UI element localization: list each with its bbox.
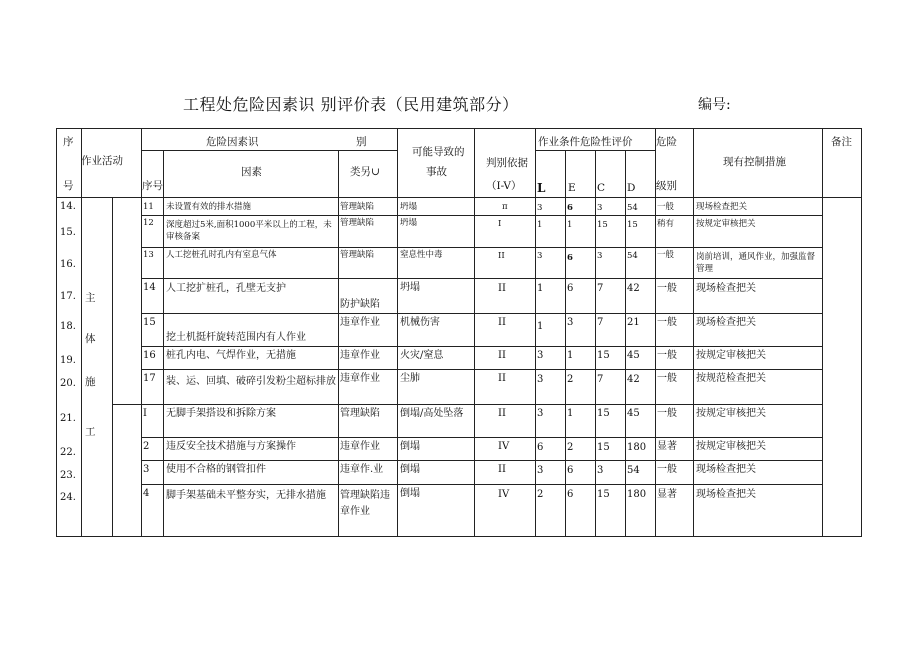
header-remark: 备注 xyxy=(831,136,852,148)
row-c: 7 xyxy=(597,317,604,328)
row-basis: II xyxy=(498,408,506,419)
header-category: 类另∪ xyxy=(350,166,380,178)
group-divider xyxy=(112,404,822,405)
row-d: 54 xyxy=(627,465,640,476)
page-title: 工程处危险因素识 别评价表（民用建筑部分） xyxy=(183,95,519,114)
row-l: 6 xyxy=(537,442,544,453)
row-level: 一般 xyxy=(657,350,677,361)
row-c: 15 xyxy=(597,489,610,500)
row-e: 6 xyxy=(567,203,573,213)
row-c: 15 xyxy=(597,442,610,453)
row-d: 42 xyxy=(627,283,640,294)
row-c: 7 xyxy=(597,374,604,385)
row-control: 按规定审核把关 xyxy=(696,408,766,419)
row-d: 15 xyxy=(627,220,638,230)
row-l: 3 xyxy=(537,350,544,361)
header-activity: 作业活动 xyxy=(81,155,123,167)
row-control: 按规定审核把关 xyxy=(696,350,766,361)
header-col-d: D xyxy=(627,182,636,194)
row-factor: 无脚手架搭设和拆除方案 xyxy=(166,408,276,419)
row-category: 违章作业 xyxy=(340,441,380,452)
header-col-l: L xyxy=(537,181,546,195)
row-basis: II xyxy=(498,251,505,261)
row-basis: II xyxy=(498,283,506,294)
header-sub-seq: 序号 xyxy=(142,180,163,192)
row-line xyxy=(141,437,822,438)
header-accident: 事故 xyxy=(426,166,447,178)
col-line xyxy=(565,150,566,537)
row-accident: 坍塌 xyxy=(400,202,418,212)
row-basis: IV xyxy=(498,489,510,500)
row-accident: 窒息性中毒 xyxy=(400,250,443,260)
row-factor: 使用不合格的钢管扣件 xyxy=(166,464,266,475)
row-control: 现场检查把关 xyxy=(696,317,756,328)
row-e: 2 xyxy=(567,442,574,453)
row-level: 一般 xyxy=(657,283,677,294)
row-level: 显著 xyxy=(657,441,677,452)
row-c: 15 xyxy=(597,408,610,419)
row-level: 一般 xyxy=(657,408,677,419)
table-border-bottom xyxy=(56,536,862,537)
row-seq: 19. xyxy=(60,355,76,366)
row-l: 2 xyxy=(537,489,544,500)
row-l: 3 xyxy=(537,251,543,261)
row-category: 违章作.业 xyxy=(340,464,384,475)
row-seq: 20. xyxy=(60,378,76,389)
row-no: 15 xyxy=(143,317,156,328)
row-no: 17 xyxy=(143,373,156,384)
row-line xyxy=(141,346,822,347)
row-accident: 倒塌 xyxy=(400,464,420,475)
row-no: 16 xyxy=(143,350,156,361)
row-e: 3 xyxy=(567,317,574,328)
row-e: 1 xyxy=(567,220,573,230)
row-accident: 火灾/窒息 xyxy=(400,350,444,361)
row-e: 6 xyxy=(567,489,574,500)
row-control: 现场检查把关 xyxy=(696,464,756,475)
row-seq: 15. xyxy=(60,227,76,238)
row-l: 3 xyxy=(537,465,544,476)
row-c: 7 xyxy=(597,283,604,294)
row-no: 14 xyxy=(143,282,156,293)
row-no: 13 xyxy=(143,250,154,260)
row-e: 6 xyxy=(567,465,574,476)
header-hazard-group: 危险因素识 xyxy=(206,136,259,148)
row-line xyxy=(141,460,822,461)
row-d: 45 xyxy=(627,350,640,361)
row-category: 管理缺陷 xyxy=(340,250,375,260)
row-control: 现场检查把关 xyxy=(696,489,756,500)
row-category: 违章作业 xyxy=(340,350,380,361)
row-no: 3 xyxy=(143,464,150,475)
row-accident: 机械伤害 xyxy=(400,317,440,328)
row-c: 15 xyxy=(597,350,610,361)
row-no: 4 xyxy=(143,488,150,499)
row-l: 1 xyxy=(537,283,544,294)
header-divider-hazard xyxy=(141,150,397,151)
row-level: 一般 xyxy=(657,373,677,384)
row-e: 1 xyxy=(567,408,574,419)
row-line xyxy=(141,369,822,370)
row-l: 1 xyxy=(537,220,543,230)
activity-char: 工 xyxy=(85,426,96,438)
row-line xyxy=(141,278,822,279)
header-risk-level: 危险 xyxy=(656,136,677,148)
row-basis: π xyxy=(502,202,508,212)
row-l: 3 xyxy=(537,203,543,213)
row-c: 3 xyxy=(597,251,603,261)
activity-char: 主 xyxy=(85,292,96,304)
col-line xyxy=(595,150,596,537)
col-line xyxy=(535,128,536,537)
row-l: 3 xyxy=(537,374,544,385)
table-border-left xyxy=(56,128,57,537)
row-basis: II xyxy=(498,464,506,475)
row-d: 45 xyxy=(627,408,640,419)
row-seq: 16. xyxy=(60,259,76,270)
row-d: 42 xyxy=(627,374,640,385)
row-level: 显著 xyxy=(657,489,677,500)
row-l: 1 xyxy=(537,321,544,332)
row-basis: IV xyxy=(498,441,510,452)
header-accident: 可能导致的 xyxy=(412,146,465,158)
row-seq: 18. xyxy=(60,321,76,332)
row-control: 按规范检查把关 xyxy=(696,373,766,384)
row-accident: 尘肺 xyxy=(400,373,420,384)
row-level: 一般 xyxy=(657,250,675,260)
row-c: 3 xyxy=(597,465,604,476)
row-factor: 违反安全技术措施与方案操作 xyxy=(166,441,296,452)
row-category: 防护缺陷 xyxy=(340,299,380,310)
row-line xyxy=(141,313,822,314)
row-d: 180 xyxy=(627,442,647,453)
row-accident: 坍塌 xyxy=(400,282,420,293)
row-no: 12 xyxy=(143,218,154,228)
row-seq: 17. xyxy=(60,291,76,302)
row-d: 54 xyxy=(627,251,638,261)
col-line xyxy=(693,128,694,537)
row-factor: 深度超过5米,面积1000平米以上的工程，未审核备案 xyxy=(166,220,332,242)
row-category: 管理缺陷 xyxy=(340,408,380,419)
header-factor: 因素 xyxy=(241,166,262,178)
activity-char: 施 xyxy=(85,376,96,388)
row-no: 2 xyxy=(143,441,150,452)
header-divider-bottom xyxy=(56,197,862,198)
header-col-e: E xyxy=(568,182,576,194)
row-control: 按规定审核把关 xyxy=(696,219,756,229)
col-line xyxy=(474,128,475,537)
row-line xyxy=(141,247,822,248)
header-condition-group: 作业条件危险性评价 xyxy=(538,136,633,148)
header-hazard-group: 别 xyxy=(356,136,367,148)
row-seq: 14. xyxy=(60,201,76,212)
row-d: 21 xyxy=(627,317,640,328)
row-e: 1 xyxy=(567,350,574,361)
row-l: 3 xyxy=(537,408,544,419)
col-line xyxy=(822,128,823,537)
row-level: 稍有 xyxy=(657,219,675,229)
row-no: I xyxy=(143,408,147,419)
header-col-c: C xyxy=(597,182,606,194)
row-factor: 桩孔内电、气焊作业，无措施 xyxy=(166,350,296,361)
row-factor: 装、运、回填、破碎引发粉尘超标排放 xyxy=(166,376,336,387)
row-seq: 22. xyxy=(60,447,76,458)
table-border-top xyxy=(56,128,862,129)
row-d: 54 xyxy=(627,203,638,213)
document-number-label: 编号: xyxy=(698,97,731,113)
row-control: 现场检查把关 xyxy=(696,283,756,294)
row-category: 管理缺陷 xyxy=(340,202,375,212)
row-e: 6 xyxy=(567,253,573,263)
col-line xyxy=(338,150,339,537)
activity-char: 体 xyxy=(85,333,96,345)
row-factor: 人工挖桩孔时孔内有室息气体 xyxy=(166,250,277,260)
header-basis: （I-V） xyxy=(486,180,522,192)
col-line xyxy=(81,128,82,537)
row-d: 180 xyxy=(627,489,647,500)
row-level: 一般 xyxy=(657,464,677,475)
row-accident: 倒塌/高处坠落 xyxy=(400,408,464,419)
header-risk-level: 级别 xyxy=(656,180,677,192)
row-control: 现场检查把关 xyxy=(696,202,748,212)
row-factor: 人工挖扩桩孔，孔壁无支护 xyxy=(166,283,286,294)
row-factor: 未设置有效的排水措施 xyxy=(166,202,252,212)
row-no: 11 xyxy=(143,202,154,212)
row-line xyxy=(141,215,822,216)
row-e: 6 xyxy=(567,283,574,294)
row-basis: I xyxy=(498,219,502,229)
row-category: 违章作业 xyxy=(340,373,380,384)
row-c: 15 xyxy=(597,220,608,230)
header-seq: 号 xyxy=(63,180,74,192)
header-control: 现有控制措施 xyxy=(723,156,786,168)
table-border-right xyxy=(861,128,862,537)
row-seq: 24. xyxy=(60,492,76,503)
row-seq: 23. xyxy=(60,470,76,481)
row-c: 3 xyxy=(597,203,603,213)
row-control: 按规定审核把关 xyxy=(696,441,766,452)
row-accident: 坍塌 xyxy=(400,218,418,228)
row-factor: 脚手架基础未平整夯实，无排水措施 xyxy=(166,490,326,501)
col-line xyxy=(625,150,626,537)
row-control: 岗前培训，通风作业，加强监督管理 xyxy=(696,252,816,274)
row-accident: 倒塌 xyxy=(400,441,420,452)
row-category: 管理缺陷违章作业 xyxy=(340,490,390,517)
col-line xyxy=(112,197,113,537)
row-seq: 21. xyxy=(60,413,76,424)
row-level: 一般 xyxy=(657,317,677,328)
row-e: 2 xyxy=(567,374,574,385)
col-line xyxy=(397,128,398,537)
row-level: 一般 xyxy=(657,202,675,212)
col-line xyxy=(163,150,164,537)
header-basis: 判别依据 xyxy=(486,157,528,169)
row-basis: II xyxy=(498,350,506,361)
row-line xyxy=(141,484,822,485)
row-category: 违章作业 xyxy=(340,317,380,328)
header-seq: 序 xyxy=(63,136,74,148)
row-basis: II xyxy=(498,373,506,384)
row-category: 管理缺陷 xyxy=(340,218,375,228)
row-basis: II xyxy=(498,317,506,328)
row-factor: 挖土机挺杆旋转范围内有人作业 xyxy=(166,332,306,343)
row-accident: 倒塌 xyxy=(400,488,420,499)
